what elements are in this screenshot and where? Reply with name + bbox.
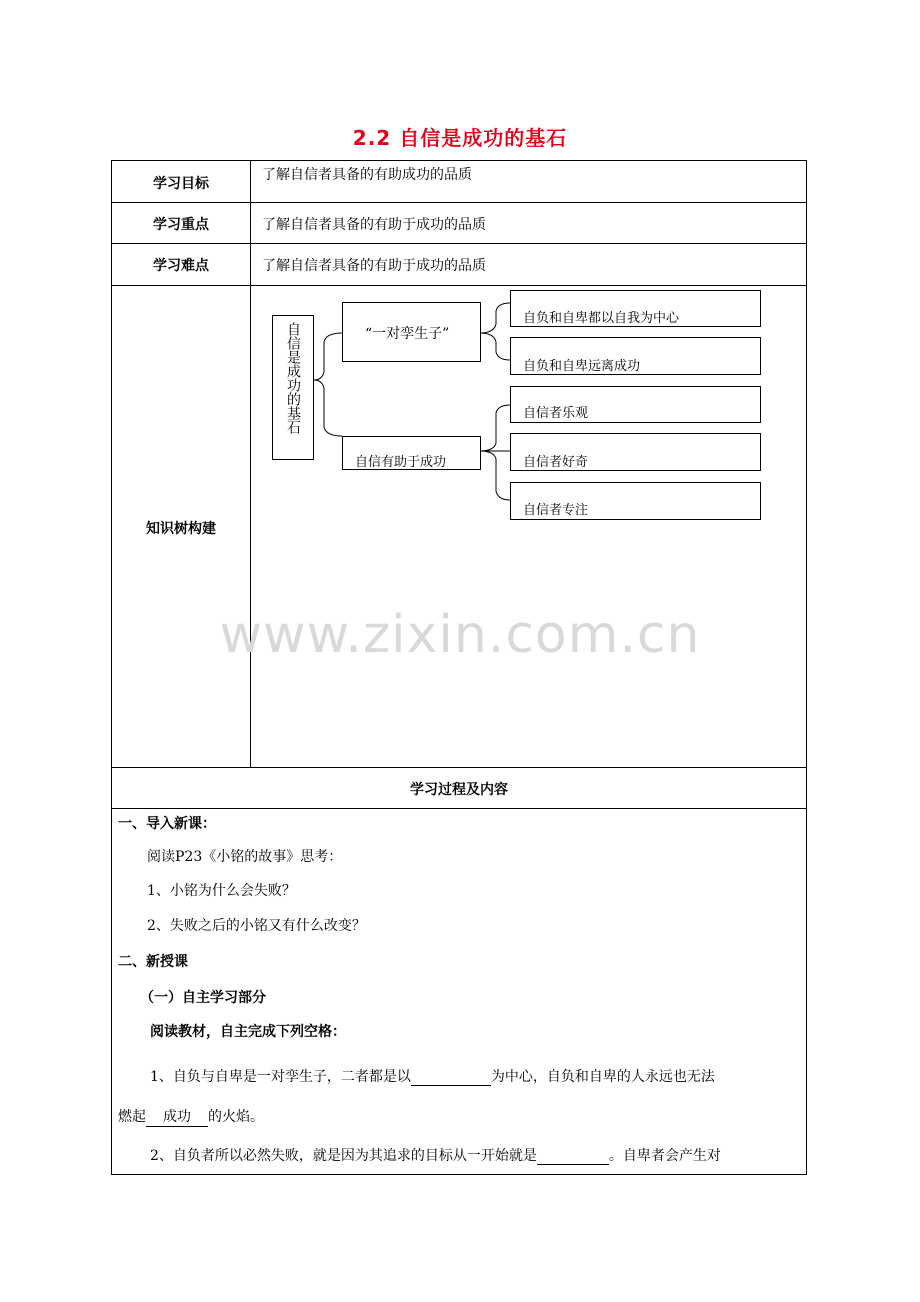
row-label-key: 学习重点	[153, 217, 209, 233]
section2-title: 二、新授课	[118, 954, 188, 970]
column-divider	[250, 160, 251, 767]
tree-leaf: 自信者专注	[510, 482, 761, 520]
question-2: 2、失败之后的小铭又有什么改变？	[147, 918, 366, 934]
intro-text: 阅读P23《小铭的故事》思考：	[147, 849, 343, 865]
blank-field[interactable]	[537, 1148, 609, 1165]
row-divider	[111, 285, 807, 286]
row-value-key: 了解自信者具备的有助于成功的品质	[262, 217, 486, 233]
tree-branch-confidence: 自信有助于成功	[342, 436, 481, 470]
row-value-difficulty: 了解自信者具备的有助于成功的品质	[262, 258, 486, 274]
tree-root-box	[272, 315, 314, 460]
process-heading: 学习过程及内容	[410, 782, 508, 798]
row-divider	[111, 243, 807, 244]
row-divider	[111, 767, 807, 768]
question-1: 1、小铭为什么会失败？	[147, 883, 296, 899]
sub1-title: （一）自主学习部分	[140, 990, 266, 1006]
row-label-goal: 学习目标	[153, 176, 209, 192]
instruction: 阅读教材，自主完成下列空格：	[150, 1024, 346, 1040]
row-label-difficulty: 学习难点	[153, 258, 209, 274]
tree-leaf: 自负和自卑都以自我为中心	[510, 290, 761, 327]
filled-blank: 成功	[146, 1106, 208, 1127]
row-label-tree: 知识树构建	[146, 521, 216, 537]
tree-leaf: 自信者乐观	[510, 386, 761, 423]
item-2-line1: 2、自负者所以必然失败，就是因为其追求的目标从一开始就是 。自卑者会产生对	[150, 1148, 721, 1164]
row-divider	[111, 808, 807, 809]
watermark: www.zixin.com.cn	[219, 605, 701, 665]
row-divider	[111, 202, 807, 203]
tree-leaf: 自负和自卑远离成功	[510, 337, 761, 375]
blank-field[interactable]	[411, 1069, 491, 1086]
tree-root-label: 自信是成功的基石	[285, 322, 301, 434]
row-value-goal: 了解自信者具备的有助成功的品质	[262, 167, 472, 183]
page-title: 2.2 自信是成功的基石	[352, 126, 568, 150]
tree-branch-twins: “一对孪生子”	[342, 302, 481, 362]
item-1-line2: 燃起 成功 的火焰。	[118, 1106, 264, 1127]
item-1-line1: 1、自负与自卑是一对孪生子，二者都是以 为中心，自负和自卑的人永远也无法	[150, 1069, 715, 1085]
section1-title: 一、导入新课：	[118, 816, 216, 832]
tree-leaf: 自信者好奇	[510, 433, 761, 471]
